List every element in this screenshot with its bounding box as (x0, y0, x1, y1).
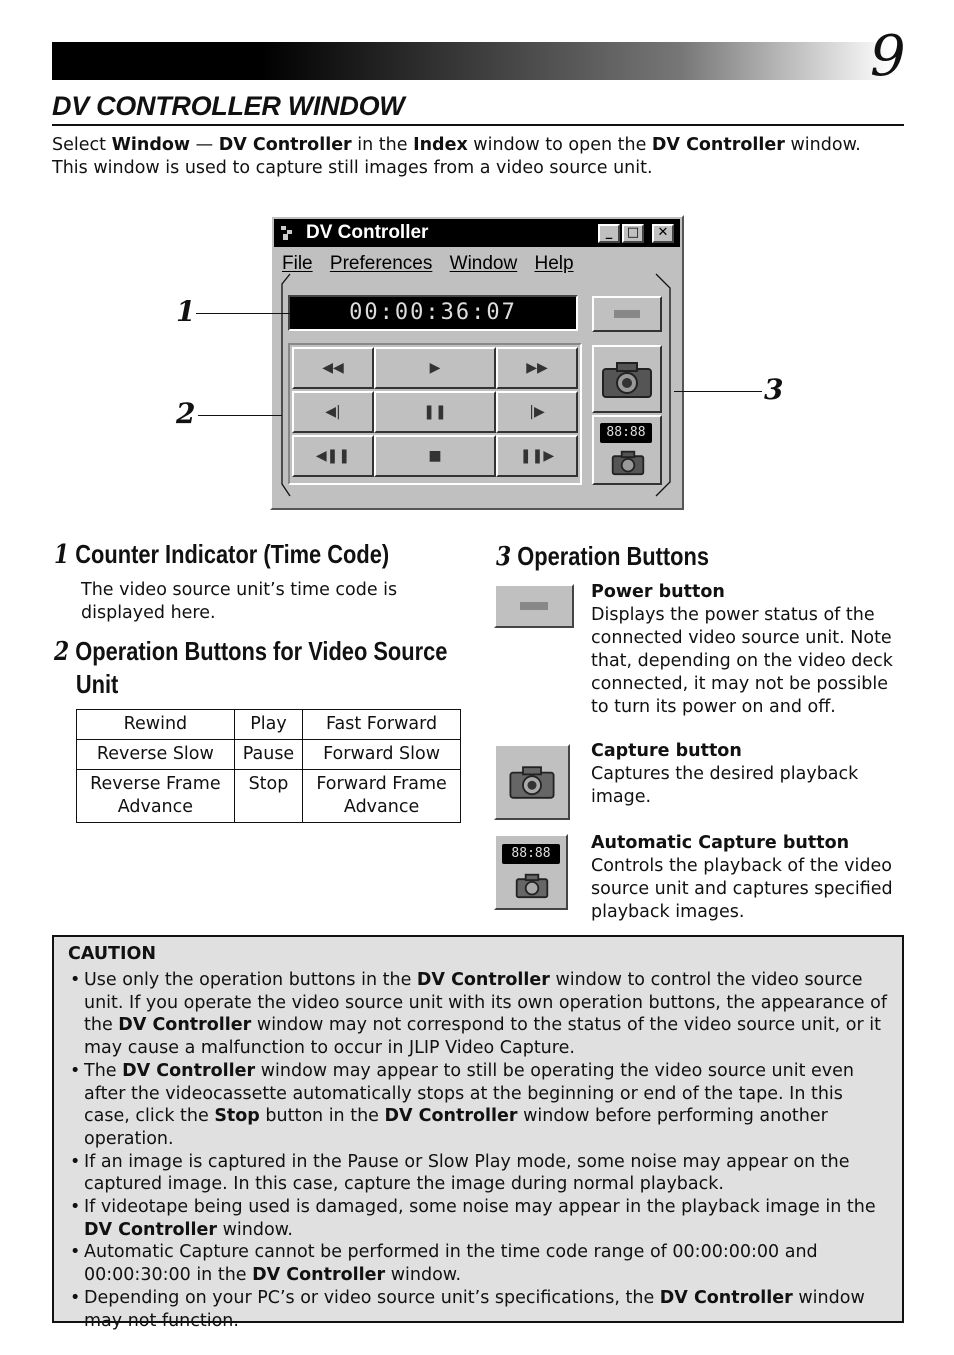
list-item: • If videotape being used is damaged, some noise may appear in the playback image in the DV Controller window. (68, 1196, 894, 1241)
table-cell: Stop (234, 770, 302, 823)
menu-help[interactable]: Help (534, 253, 574, 274)
intro-paragraph: Select Window — DV Controller in the Index window to open the DV Controller window. This window is used to capture still images from a video source unit. (52, 135, 861, 178)
timecode-display: 00:00:36:07 (288, 295, 578, 331)
play-button[interactable]: ▶ (374, 347, 496, 389)
callout-2: 2 (176, 397, 196, 430)
list-item: • The DV Controller window may appear to still be operating the video source unit even after the videocassette automatically stops at the beginning or end of the tape. In this case, click the Stop button in the DV Controller window before performing another operation. (68, 1060, 894, 1151)
camera-icon (505, 760, 559, 805)
auto-capture-display: 88:88 (600, 423, 652, 443)
section-1-heading: 1 Counter Indicator (Time Code) (54, 539, 390, 570)
table-cell: Forward Frame Advance (303, 770, 461, 823)
reverse-frame-button[interactable]: ◀❚❚ (292, 435, 374, 477)
callout-3: 3 (764, 373, 784, 406)
capture-button-illustration (494, 744, 570, 820)
power-button-illustration (494, 584, 574, 628)
page-number: 9 (870, 24, 906, 89)
table-row (77, 740, 461, 770)
list-item: • Depending on your PC’s or video source unit’s specifications, the DV Controller window may not function. (68, 1287, 894, 1332)
automatic-capture-description: Automatic Capture button Controls the playback of the video source unit and captures specified playback images. (591, 833, 893, 922)
fast-forward-button[interactable]: ▶▶ (496, 347, 578, 389)
pause-button[interactable]: ❚❚ (374, 391, 496, 433)
title-rule (52, 124, 904, 126)
power-button-description: Power button Displays the power status of the connected video source unit. Note that, depending on the video deck connected, it may not be possible to turn its power on and off. (591, 582, 893, 717)
callout-brackets (276, 270, 676, 502)
forward-slow-button[interactable]: |▶ (496, 391, 578, 433)
app-icon (280, 225, 294, 241)
list-item: • Automatic Capture cannot be performed in the time code range of 00:00:00:00 and 00:00:30:00 in the DV Controller window. (68, 1241, 894, 1286)
list-item: • If an image is captured in the Pause or Slow Play mode, some noise may appear on the captured image. In this case, capture the image during normal playback. (68, 1151, 894, 1196)
table-cell: Play (234, 710, 302, 740)
table-cell: Reverse Frame Advance (77, 770, 235, 823)
caution-box (52, 935, 904, 1331)
table-cell: Rewind (77, 710, 235, 740)
maximize-button[interactable]: □ (622, 224, 644, 243)
caution-title: CAUTION (68, 944, 157, 964)
menu-window[interactable]: Window (449, 253, 518, 274)
table-cell: Forward Slow (303, 740, 461, 770)
caution-list (68, 969, 894, 1332)
operation-buttons-table (76, 709, 461, 823)
menu-preferences[interactable]: Preferences (329, 253, 433, 274)
table-row (77, 710, 461, 740)
section-2-heading: 2 Operation Buttons for Video Source Unit (54, 636, 448, 699)
forward-frame-button[interactable]: ❚❚▶ (496, 435, 578, 477)
callout-2-leader (198, 415, 282, 416)
section-1-text: The video source unit’s time code is displayed here. (81, 580, 398, 623)
menu-file[interactable]: File (282, 253, 313, 274)
stop-button[interactable]: ■ (374, 435, 496, 477)
callout-1: 1 (176, 295, 196, 328)
section-3-heading: 3 Operation Buttons (496, 541, 709, 572)
header-gradient-bar (52, 42, 892, 80)
camera-icon (514, 872, 550, 899)
table-cell: Fast Forward (303, 710, 461, 740)
close-button[interactable]: ✕ (652, 224, 674, 243)
rewind-button[interactable]: ◀◀ (292, 347, 374, 389)
section-title: DV CONTROLLER WINDOW (52, 91, 405, 121)
list-item: • Use only the operation buttons in the DV Controller window to control the video source unit. If you operate the video source unit with its own operation buttons, the appearance of the DV Controller window may not correspond to the status of the video source unit, or it may cause a malfunction to occur in JLIP Video Capture. (68, 969, 894, 1060)
minimize-button[interactable]: _ (598, 224, 620, 243)
auto-capture-display: 88:88 (502, 844, 560, 864)
callout-3-leader (674, 391, 762, 392)
power-indicator (520, 602, 548, 610)
callout-1-leader (196, 313, 290, 314)
table-cell: Reverse Slow (77, 740, 235, 770)
window-titlebar (274, 219, 680, 247)
capture-button-description: Capture button Captures the desired playback image. (591, 741, 859, 807)
window-title: DV Controller (306, 222, 429, 243)
automatic-capture-button-illustration (494, 834, 568, 910)
table-cell: Pause (234, 740, 302, 770)
table-row (77, 770, 461, 823)
reverse-slow-button[interactable]: ◀| (292, 391, 374, 433)
